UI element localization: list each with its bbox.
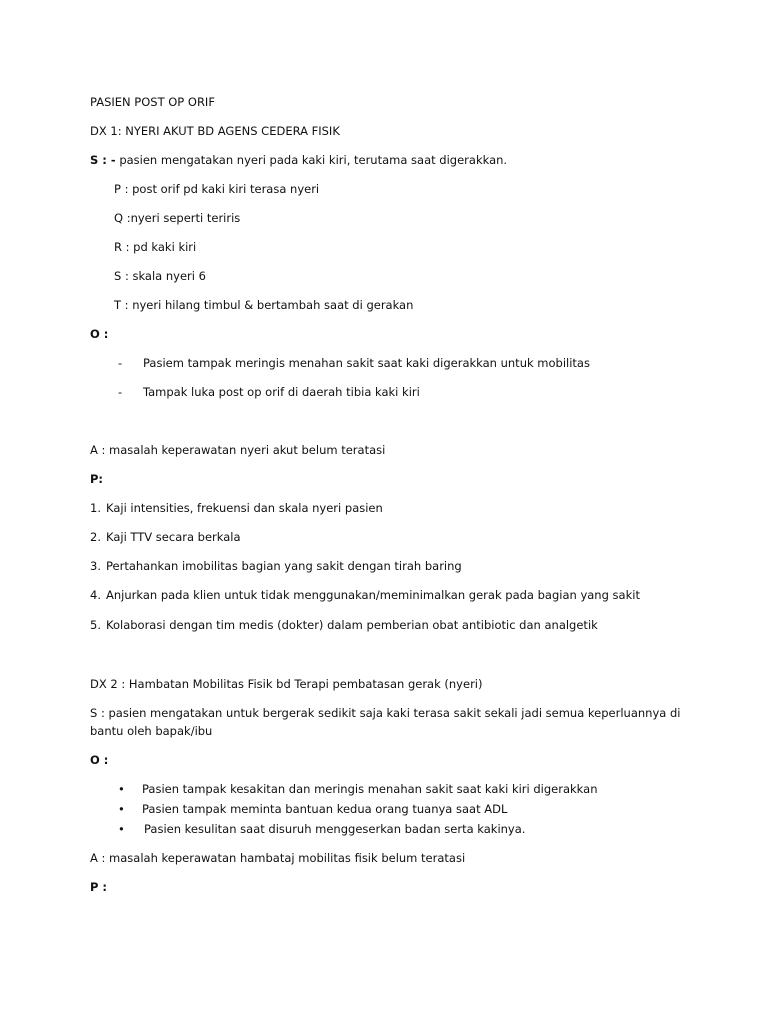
- bullet-icon: •: [118, 802, 125, 816]
- plan-number: 1.: [90, 501, 101, 515]
- dx1-pqrst-r: R : pd kaki kiri: [114, 240, 197, 254]
- dx2-heading: DX 2 : Hambatan Mobilitas Fisik bd Terapi pembatasan gerak (nyeri): [90, 677, 483, 691]
- bullet-icon: •: [118, 822, 125, 836]
- dx1-pqrst-p: P : post orif pd kaki kiri terasa nyeri: [114, 182, 320, 196]
- dx2-subjective-line2: bantu oleh bapak/ibu: [90, 724, 213, 738]
- dx1-plan-item: [90, 617, 598, 633]
- dx1-pqrst-t: T : nyeri hilang timbul & bertambah saat di gerakan: [114, 298, 414, 312]
- dash-icon: -: [118, 356, 123, 370]
- dx1-plan-item: [90, 558, 462, 574]
- plan-text: Kaji intensities, frekuensi dan skala nyeri pasien: [106, 501, 383, 515]
- dx1-o-item: Pasiem tampak meringis menahan sakit saat kaki digerakkan untuk mobilitas: [143, 356, 590, 370]
- dx1-o-item: Tampak luka post op orif di daerah tibia kaki kiri: [143, 385, 420, 399]
- dx1-pqrst-q: Q :nyeri seperti teriris: [114, 211, 241, 225]
- dx1-heading: DX 1: NYERI AKUT BD AGENS CEDERA FISIK: [90, 124, 340, 138]
- plan-number: 5.: [90, 618, 101, 632]
- dx1-s-text: pasien mengatakan nyeri pada kaki kiri, terutama saat digerakkan.: [119, 153, 508, 167]
- bullet-icon: •: [118, 782, 125, 796]
- plan-text: Kolaborasi dengan tim medis (dokter) dalam pemberian obat antibiotic dan analgetik: [106, 618, 598, 632]
- plan-number: 4.: [90, 588, 101, 602]
- plan-text: Pertahankan imobilitas bagian yang sakit dengan tirah baring: [106, 559, 462, 573]
- plan-text: Anjurkan pada klien untuk tidak menggunakan/meminimalkan gerak pada bagian yang sakit: [106, 588, 640, 602]
- plan-number: 2.: [90, 530, 101, 544]
- dx1-subjective: [90, 152, 507, 168]
- plan-text: Kaji TTV secara berkala: [106, 530, 241, 544]
- dx2-p-label: P :: [90, 880, 108, 894]
- dx1-plan-item: [90, 500, 383, 516]
- dx2-o-item: Pasien tampak meminta bantuan kedua orang tuanya saat ADL: [142, 802, 508, 816]
- dx1-o-label: O :: [90, 327, 109, 341]
- dx2-o-item: Pasien tampak kesakitan dan meringis menahan sakit saat kaki kiri digerakkan: [142, 782, 598, 796]
- dx2-o-item: Pasien kesulitan saat disuruh menggeserkan badan serta kakinya.: [144, 822, 526, 836]
- dx1-plan-item: [90, 529, 241, 545]
- dx1-s-label: S : -: [90, 153, 116, 167]
- dx1-pqrst-s: S : skala nyeri 6: [114, 269, 206, 283]
- dx2-o-label: O :: [90, 753, 109, 767]
- dx2-assessment: A : masalah keperawatan hambataj mobilitas fisik belum teratasi: [90, 851, 466, 865]
- document-title: PASIEN POST OP ORIF: [90, 95, 215, 109]
- plan-number: 3.: [90, 559, 101, 573]
- dx1-plan-item: [90, 587, 640, 603]
- dx1-assessment: A : masalah keperawatan nyeri akut belum teratasi: [90, 443, 386, 457]
- dash-icon: -: [118, 385, 123, 399]
- dx2-subjective-line1: S : pasien mengatakan untuk bergerak sedikit saja kaki terasa sakit sekali jadi semua keperluannya di: [90, 706, 681, 720]
- dx1-p-label: P:: [90, 472, 104, 486]
